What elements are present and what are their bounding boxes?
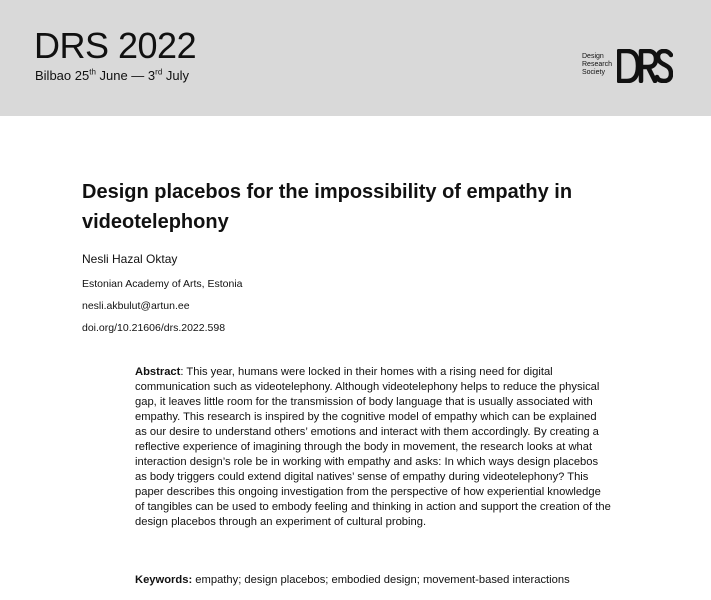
conference-dates bbox=[35, 69, 189, 82]
author-name: Nesli Hazal Oktay bbox=[82, 252, 178, 266]
abstract-label: Abstract bbox=[135, 366, 181, 378]
keywords-label: Keywords: bbox=[135, 574, 193, 586]
keywords bbox=[135, 574, 655, 586]
paper-doi: doi.org/10.21606/drs.2022.598 bbox=[82, 322, 226, 334]
author-affiliation: Estonian Academy of Arts, Estonia bbox=[82, 278, 243, 290]
drs-logo-icon bbox=[617, 49, 673, 83]
dates-mid: June — 3 bbox=[95, 68, 156, 83]
society-name bbox=[582, 53, 612, 77]
society-line-3: Society bbox=[582, 69, 605, 76]
conference-title: DRS 2022 bbox=[34, 25, 197, 66]
society-line-1: Design bbox=[582, 53, 604, 60]
dates-sup-2: rd bbox=[155, 67, 163, 77]
keywords-text: empathy; design placebos; embodied design; movement-based interactions bbox=[192, 574, 570, 586]
dates-sup-1: th bbox=[89, 67, 96, 77]
dates-city: Bilbao 25 bbox=[35, 68, 90, 83]
society-branding bbox=[582, 49, 692, 89]
paper-title: Design placebos for the impossibility of empathy in videotelephony bbox=[82, 181, 573, 233]
abstract-text: : This year, humans were locked in their homes with a rising need for digital communication such as videotelephony. Although videotelephony helps to reduce the physical gap, it leaves little room for the transmission of body language that is usually associated with empathy. This research is inspired by the cognitive model of empathy which can be explained as our desire to understand others’ emotions and interact with them accordingly. By creating a reflective experience of imagining through the body in movement, the research looks at what interaction design’s role be in working with empathy and asks: In which ways design placebos as body triggers could extend digital natives’ sense of empathy during videotelephony? This paper describes this ongoing investigation from the perspective of how experiential knowledge of tangibles can be used to embody feeling and thinking in action and support the creation of the design placebos through an experiment of cultural probing. bbox=[135, 366, 611, 528]
abstract bbox=[135, 365, 611, 530]
conference-header bbox=[0, 0, 711, 116]
author-email: nesli.akbulut@artun.ee bbox=[82, 300, 190, 312]
dates-end: July bbox=[162, 68, 190, 83]
society-line-2: Research bbox=[582, 61, 612, 68]
